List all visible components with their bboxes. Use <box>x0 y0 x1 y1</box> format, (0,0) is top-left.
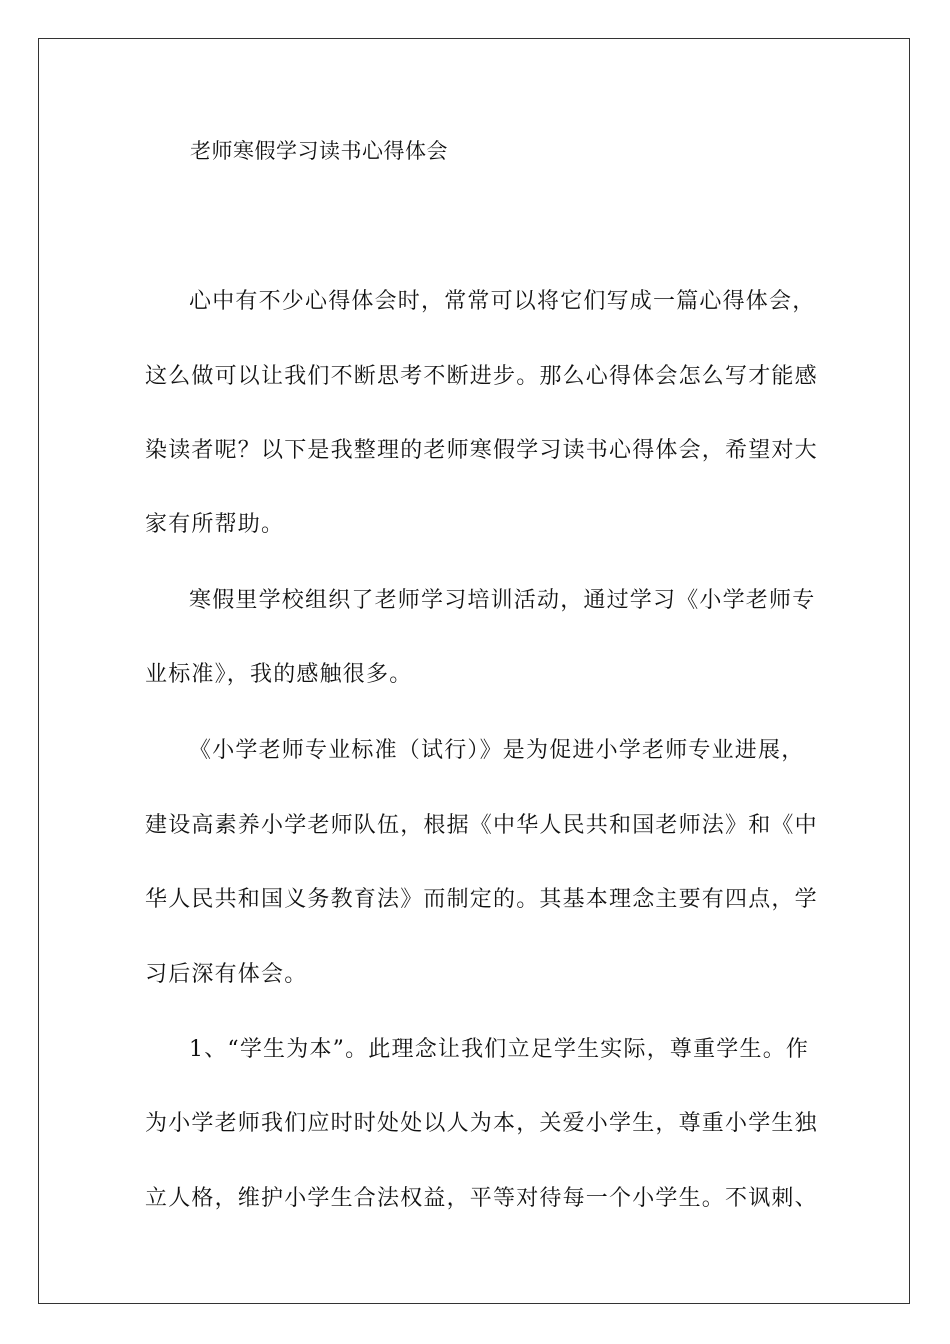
body-line-1: 心中有不少心得体会时，常常可以将它们写成一篇心得体会， <box>189 289 816 314</box>
body-line-12: 为小学老师我们应时时处处以人为本，关爱小学生，尊重小学生独 <box>145 1111 818 1136</box>
body-line-4: 家有所帮助。 <box>145 512 285 537</box>
body-line-9: 华人民共和国义务教育法》而制定的。其基本理念主要有四点，学 <box>145 887 818 912</box>
body-line-8: 建设高素养小学老师队伍，根据《中华人民共和国老师法》和《中 <box>145 813 818 838</box>
body-line-3: 染读者呢？以下是我整理的老师寒假学习读书心得体会，希望对大 <box>145 438 818 463</box>
body-line-7: 《小学老师专业标准（试行）》是为促进小学老师专业进展， <box>189 738 805 763</box>
body-line-10: 习后深有体会。 <box>145 962 308 987</box>
body-line-6: 业标准》，我的感触很多。 <box>145 662 413 687</box>
document-title: 老师寒假学习读书心得体会 <box>190 139 448 163</box>
body-line-2: 这么做可以让我们不断思考不断进步。那么心得体会怎么写才能感 <box>145 364 818 389</box>
body-line-11: 1、“学生为本”。此理念让我们立足学生实际，尊重学生。作 <box>189 1037 810 1062</box>
body-line-5: 寒假里学校组织了老师学习培训活动，通过学习《小学老师专 <box>189 588 816 613</box>
body-line-13: 立人格，维护小学生合法权益，平等对待每一个小学生。不讽刺、 <box>145 1186 818 1211</box>
